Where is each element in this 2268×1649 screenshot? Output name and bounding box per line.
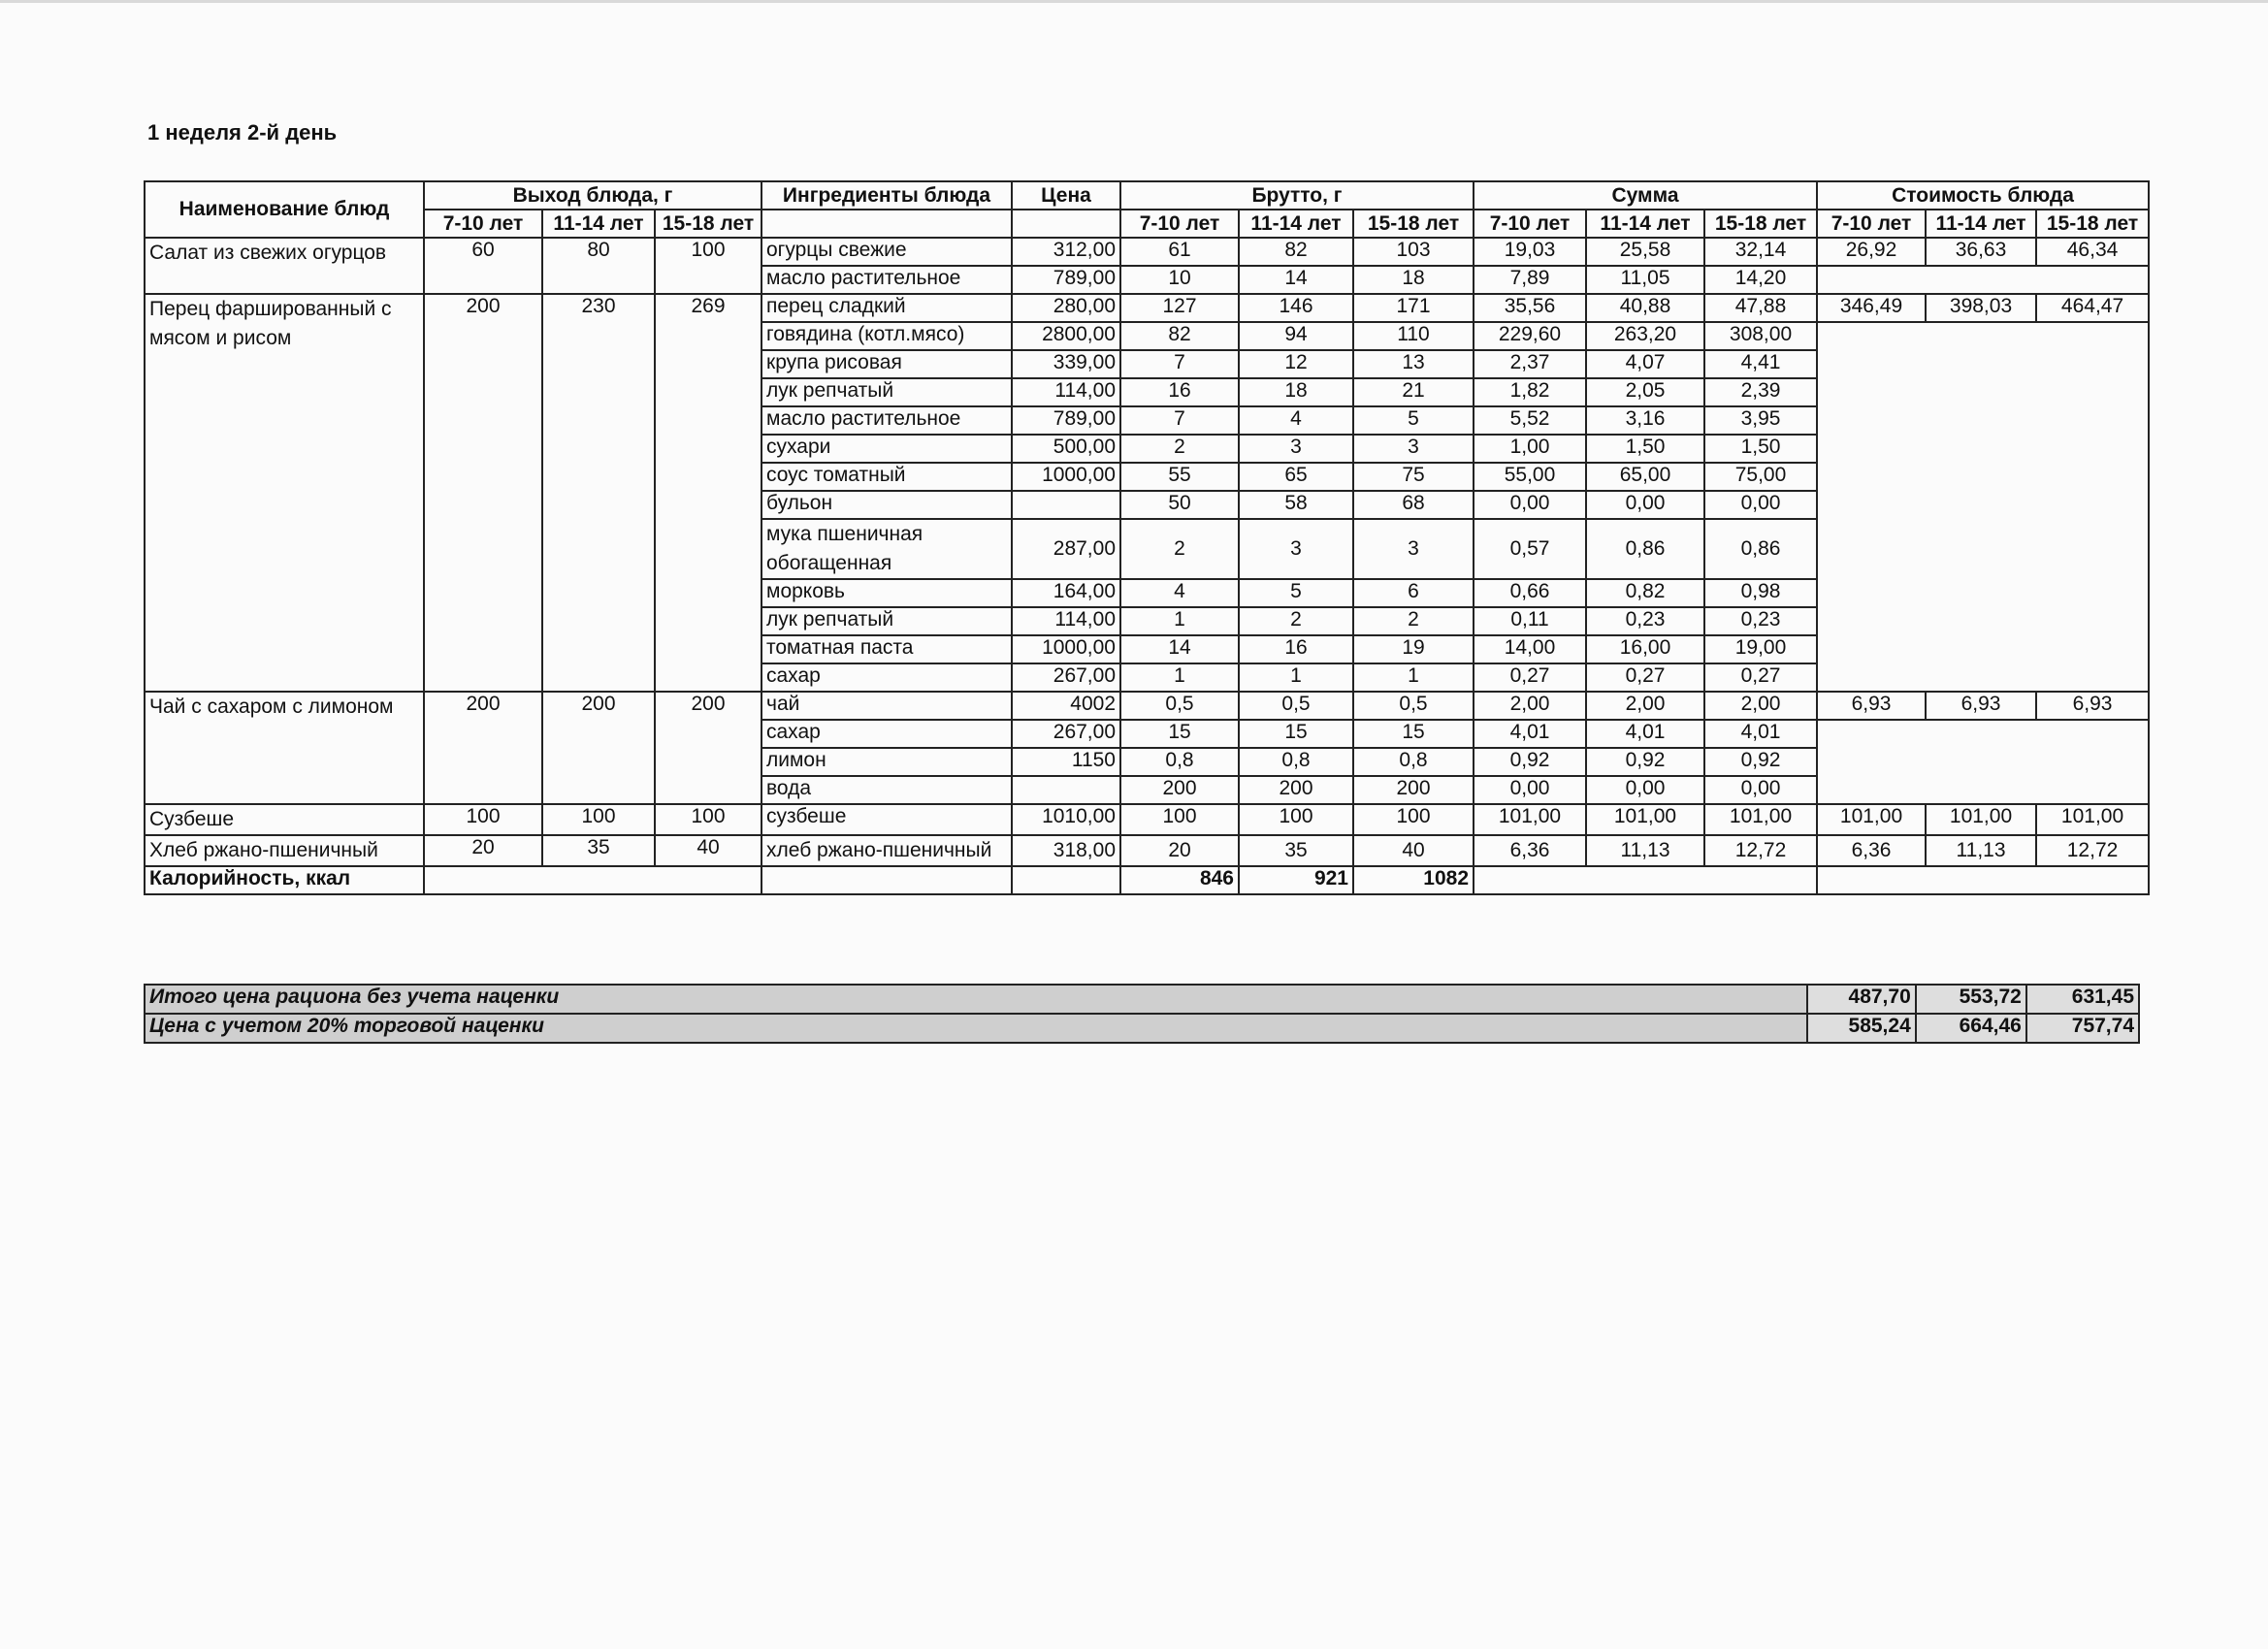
brutto-value: 1 bbox=[1353, 663, 1474, 692]
dish-name: Хлеб ржано-пшеничный bbox=[145, 835, 424, 866]
ingredient-name: крупа рисовая bbox=[761, 350, 1012, 378]
ingredient-name: масло растительное bbox=[761, 266, 1012, 294]
ingredient-name: сухари bbox=[761, 435, 1012, 463]
scan-edge bbox=[0, 0, 2268, 3]
table-row bbox=[145, 238, 2149, 266]
brutto-value: 14 bbox=[1120, 635, 1239, 663]
sum-value: 0,92 bbox=[1474, 748, 1586, 776]
brutto-value: 13 bbox=[1353, 350, 1474, 378]
dish-cost: 36,63 bbox=[1926, 238, 2036, 266]
age-header: 11-14 лет bbox=[542, 210, 655, 238]
total-value: 757,74 bbox=[2026, 1014, 2139, 1043]
dish-output: 200 bbox=[424, 294, 542, 692]
sum-value: 0,00 bbox=[1704, 776, 1817, 804]
brutto-value: 171 bbox=[1353, 294, 1474, 322]
ingredient-name: говядина (котл.мясо) bbox=[761, 322, 1012, 350]
empty-cell bbox=[761, 866, 1012, 894]
dish-output: 230 bbox=[542, 294, 655, 692]
ingredient-name: хлеб ржано-пшеничный bbox=[761, 835, 1012, 866]
dish-output: 80 bbox=[542, 238, 655, 294]
sum-value: 101,00 bbox=[1474, 804, 1586, 835]
brutto-value: 200 bbox=[1239, 776, 1353, 804]
table-row bbox=[145, 804, 2149, 835]
brutto-value: 82 bbox=[1239, 238, 1353, 266]
brutto-value: 5 bbox=[1239, 579, 1353, 607]
sum-value: 14,20 bbox=[1704, 266, 1817, 294]
brutto-value: 10 bbox=[1120, 266, 1239, 294]
brutto-value: 0,8 bbox=[1239, 748, 1353, 776]
age-header: 11-14 лет bbox=[1586, 210, 1704, 238]
ingredient-price: 789,00 bbox=[1012, 406, 1120, 435]
sum-value: 11,13 bbox=[1586, 835, 1704, 866]
dish-output: 100 bbox=[424, 804, 542, 835]
sum-value: 263,20 bbox=[1586, 322, 1704, 350]
brutto-value: 200 bbox=[1120, 776, 1239, 804]
sum-value: 229,60 bbox=[1474, 322, 1586, 350]
sum-value: 55,00 bbox=[1474, 463, 1586, 491]
sum-value: 101,00 bbox=[1586, 804, 1704, 835]
age-header: 7-10 лет bbox=[1120, 210, 1239, 238]
brutto-value: 18 bbox=[1239, 378, 1353, 406]
ingredient-name: бульон bbox=[761, 491, 1012, 519]
sum-value: 4,01 bbox=[1704, 720, 1817, 748]
sum-value: 2,00 bbox=[1586, 692, 1704, 720]
header-ingredients: Ингредиенты блюда bbox=[761, 181, 1012, 210]
ingredient-price: 789,00 bbox=[1012, 266, 1120, 294]
brutto-value: 3 bbox=[1239, 435, 1353, 463]
brutto-value: 1 bbox=[1120, 663, 1239, 692]
sum-value: 2,00 bbox=[1704, 692, 1817, 720]
ingredient-name: сузбеше bbox=[761, 804, 1012, 835]
sum-value: 3,95 bbox=[1704, 406, 1817, 435]
header-output: Выход блюда, г bbox=[424, 181, 761, 210]
header-brutto: Брутто, г bbox=[1120, 181, 1474, 210]
ingredient-name: лук репчатый bbox=[761, 378, 1012, 406]
brutto-value: 75 bbox=[1353, 463, 1474, 491]
calories-label: Калорийность, ккал bbox=[145, 866, 424, 894]
sum-value: 4,01 bbox=[1586, 720, 1704, 748]
brutto-value: 3 bbox=[1353, 435, 1474, 463]
brutto-value: 15 bbox=[1353, 720, 1474, 748]
ingredient-price: 318,00 bbox=[1012, 835, 1120, 866]
dish-output: 20 bbox=[424, 835, 542, 866]
ingredient-name: перец сладкий bbox=[761, 294, 1012, 322]
dish-cost: 6,93 bbox=[1926, 692, 2036, 720]
age-header: 7-10 лет bbox=[1817, 210, 1926, 238]
brutto-value: 100 bbox=[1239, 804, 1353, 835]
brutto-value: 55 bbox=[1120, 463, 1239, 491]
empty-cell bbox=[424, 866, 761, 894]
dish-output: 200 bbox=[424, 692, 542, 804]
calories-value: 921 bbox=[1239, 866, 1353, 894]
sum-value: 0,00 bbox=[1474, 491, 1586, 519]
ingredient-price: 339,00 bbox=[1012, 350, 1120, 378]
sum-value: 101,00 bbox=[1704, 804, 1817, 835]
sum-value: 32,14 bbox=[1704, 238, 1817, 266]
header-dish: Наименование блюд bbox=[145, 181, 424, 238]
sum-value: 12,72 bbox=[1704, 835, 1817, 866]
brutto-value: 2 bbox=[1120, 519, 1239, 579]
brutto-value: 5 bbox=[1353, 406, 1474, 435]
age-header: 7-10 лет bbox=[424, 210, 542, 238]
brutto-value: 3 bbox=[1353, 519, 1474, 579]
page-title: 1 неделя 2-й день bbox=[147, 120, 338, 145]
brutto-value: 4 bbox=[1239, 406, 1353, 435]
table-row bbox=[145, 294, 2149, 322]
ingredient-name: сахар bbox=[761, 720, 1012, 748]
brutto-value: 61 bbox=[1120, 238, 1239, 266]
dish-cost: 101,00 bbox=[1926, 804, 2036, 835]
dish-output: 200 bbox=[655, 692, 761, 804]
brutto-value: 100 bbox=[1353, 804, 1474, 835]
ingredient-price: 267,00 bbox=[1012, 663, 1120, 692]
dish-name: Перец фаршированный с мясом и рисом bbox=[145, 294, 424, 692]
sum-value: 35,56 bbox=[1474, 294, 1586, 322]
dish-cost: 6,93 bbox=[1817, 692, 1926, 720]
calories-value: 846 bbox=[1120, 866, 1239, 894]
sum-value: 5,52 bbox=[1474, 406, 1586, 435]
age-header: 15-18 лет bbox=[1704, 210, 1817, 238]
age-header: 15-18 лет bbox=[2036, 210, 2149, 238]
dish-output: 100 bbox=[655, 804, 761, 835]
ingredient-price bbox=[1012, 491, 1120, 519]
sum-value: 308,00 bbox=[1704, 322, 1817, 350]
sum-value: 0,23 bbox=[1586, 607, 1704, 635]
ingredient-name: вода bbox=[761, 776, 1012, 804]
brutto-value: 18 bbox=[1353, 266, 1474, 294]
brutto-value: 16 bbox=[1239, 635, 1353, 663]
ingredient-price: 500,00 bbox=[1012, 435, 1120, 463]
brutto-value: 0,5 bbox=[1120, 692, 1239, 720]
sum-value: 0,98 bbox=[1704, 579, 1817, 607]
menu-table bbox=[144, 180, 2150, 895]
totals-table bbox=[144, 984, 2140, 1044]
sum-value: 2,05 bbox=[1586, 378, 1704, 406]
total-label: Итого цена рациона без учета наценки bbox=[145, 985, 1807, 1014]
sum-value: 0,92 bbox=[1704, 748, 1817, 776]
dish-cost: 101,00 bbox=[2036, 804, 2149, 835]
sum-value: 0,11 bbox=[1474, 607, 1586, 635]
sum-value: 0,92 bbox=[1586, 748, 1704, 776]
brutto-value: 12 bbox=[1239, 350, 1353, 378]
ingredient-price: 267,00 bbox=[1012, 720, 1120, 748]
brutto-value: 15 bbox=[1120, 720, 1239, 748]
brutto-value: 14 bbox=[1239, 266, 1353, 294]
brutto-value: 1 bbox=[1120, 607, 1239, 635]
ingredient-price: 1000,00 bbox=[1012, 635, 1120, 663]
brutto-value: 103 bbox=[1353, 238, 1474, 266]
sum-value: 1,50 bbox=[1704, 435, 1817, 463]
header-cost: Стоимость блюда bbox=[1817, 181, 2149, 210]
sum-value: 65,00 bbox=[1586, 463, 1704, 491]
ingredient-price: 287,00 bbox=[1012, 519, 1120, 579]
sum-value: 2,37 bbox=[1474, 350, 1586, 378]
brutto-value: 16 bbox=[1120, 378, 1239, 406]
sum-value: 19,00 bbox=[1704, 635, 1817, 663]
sum-value: 0,82 bbox=[1586, 579, 1704, 607]
sum-value: 1,82 bbox=[1474, 378, 1586, 406]
sum-value: 25,58 bbox=[1586, 238, 1704, 266]
brutto-value: 2 bbox=[1120, 435, 1239, 463]
ingredient-price: 114,00 bbox=[1012, 607, 1120, 635]
total-row bbox=[145, 985, 2139, 1014]
ingredient-price: 312,00 bbox=[1012, 238, 1120, 266]
empty-cell bbox=[1817, 866, 2149, 894]
sum-value: 1,50 bbox=[1586, 435, 1704, 463]
brutto-value: 0,8 bbox=[1353, 748, 1474, 776]
dish-output: 60 bbox=[424, 238, 542, 294]
sum-value: 16,00 bbox=[1586, 635, 1704, 663]
dish-cost: 6,36 bbox=[1817, 835, 1926, 866]
brutto-value: 100 bbox=[1120, 804, 1239, 835]
empty-cost-block bbox=[1817, 266, 2149, 294]
sum-value: 14,00 bbox=[1474, 635, 1586, 663]
brutto-value: 1 bbox=[1239, 663, 1353, 692]
total-row bbox=[145, 1014, 2139, 1043]
brutto-value: 7 bbox=[1120, 350, 1239, 378]
brutto-value: 3 bbox=[1239, 519, 1353, 579]
sum-value: 0,00 bbox=[1586, 776, 1704, 804]
empty-cost-block bbox=[1817, 720, 2149, 804]
total-value: 487,70 bbox=[1807, 985, 1916, 1014]
sum-value: 0,23 bbox=[1704, 607, 1817, 635]
brutto-value: 0,8 bbox=[1120, 748, 1239, 776]
sum-value: 0,27 bbox=[1586, 663, 1704, 692]
dish-output: 40 bbox=[655, 835, 761, 866]
brutto-value: 94 bbox=[1239, 322, 1353, 350]
brutto-value: 2 bbox=[1239, 607, 1353, 635]
ingredient-price: 1000,00 bbox=[1012, 463, 1120, 491]
header-price: Цена bbox=[1012, 181, 1120, 210]
dish-output: 100 bbox=[542, 804, 655, 835]
brutto-value: 40 bbox=[1353, 835, 1474, 866]
brutto-value: 58 bbox=[1239, 491, 1353, 519]
sum-value: 0,00 bbox=[1474, 776, 1586, 804]
ingredient-price: 164,00 bbox=[1012, 579, 1120, 607]
brutto-value: 65 bbox=[1239, 463, 1353, 491]
brutto-value: 4 bbox=[1120, 579, 1239, 607]
brutto-value: 6 bbox=[1353, 579, 1474, 607]
dish-output: 35 bbox=[542, 835, 655, 866]
ingredient-name: томатная паста bbox=[761, 635, 1012, 663]
sum-value: 19,03 bbox=[1474, 238, 1586, 266]
sum-value: 11,05 bbox=[1586, 266, 1704, 294]
brutto-value: 68 bbox=[1353, 491, 1474, 519]
dish-cost: 464,47 bbox=[2036, 294, 2149, 322]
sum-value: 2,00 bbox=[1474, 692, 1586, 720]
total-value: 631,45 bbox=[2026, 985, 2139, 1014]
sum-value: 4,01 bbox=[1474, 720, 1586, 748]
ingredient-name: масло растительное bbox=[761, 406, 1012, 435]
header-row-1 bbox=[145, 181, 2149, 210]
empty-cell bbox=[761, 210, 1012, 238]
dish-output: 100 bbox=[655, 238, 761, 294]
sum-value: 0,00 bbox=[1586, 491, 1704, 519]
brutto-value: 7 bbox=[1120, 406, 1239, 435]
sum-value: 0,57 bbox=[1474, 519, 1586, 579]
sum-value: 75,00 bbox=[1704, 463, 1817, 491]
ingredient-price bbox=[1012, 776, 1120, 804]
header-sum: Сумма bbox=[1474, 181, 1817, 210]
header-row-2 bbox=[145, 210, 2149, 238]
total-value: 585,24 bbox=[1807, 1014, 1916, 1043]
sum-value: 4,07 bbox=[1586, 350, 1704, 378]
sum-value: 6,36 bbox=[1474, 835, 1586, 866]
ingredient-name: сахар bbox=[761, 663, 1012, 692]
brutto-value: 110 bbox=[1353, 322, 1474, 350]
brutto-value: 0,5 bbox=[1353, 692, 1474, 720]
ingredient-price: 1010,00 bbox=[1012, 804, 1120, 835]
sum-value: 0,00 bbox=[1704, 491, 1817, 519]
empty-cell bbox=[1474, 866, 1817, 894]
total-value: 553,72 bbox=[1916, 985, 2026, 1014]
dish-name: Чай с сахаром с лимоном bbox=[145, 692, 424, 804]
age-header: 15-18 лет bbox=[1353, 210, 1474, 238]
sum-value: 1,00 bbox=[1474, 435, 1586, 463]
ingredient-price: 280,00 bbox=[1012, 294, 1120, 322]
dish-output: 200 bbox=[542, 692, 655, 804]
calories-row bbox=[145, 866, 2149, 894]
sum-value: 0,66 bbox=[1474, 579, 1586, 607]
dish-cost: 46,34 bbox=[2036, 238, 2149, 266]
age-header: 11-14 лет bbox=[1239, 210, 1353, 238]
sum-value: 0,27 bbox=[1704, 663, 1817, 692]
ingredient-name: лук репчатый bbox=[761, 607, 1012, 635]
dish-cost: 11,13 bbox=[1926, 835, 2036, 866]
age-header: 11-14 лет bbox=[1926, 210, 2036, 238]
empty-cost-block bbox=[1817, 322, 2149, 692]
ingredient-name: огурцы свежие bbox=[761, 238, 1012, 266]
age-header: 15-18 лет bbox=[655, 210, 761, 238]
brutto-value: 82 bbox=[1120, 322, 1239, 350]
dish-name: Салат из свежих огурцов bbox=[145, 238, 424, 294]
sum-value: 3,16 bbox=[1586, 406, 1704, 435]
age-header: 7-10 лет bbox=[1474, 210, 1586, 238]
dish-cost: 346,49 bbox=[1817, 294, 1926, 322]
total-value: 664,46 bbox=[1916, 1014, 2026, 1043]
sum-value: 40,88 bbox=[1586, 294, 1704, 322]
brutto-value: 15 bbox=[1239, 720, 1353, 748]
brutto-value: 0,5 bbox=[1239, 692, 1353, 720]
dish-output: 269 bbox=[655, 294, 761, 692]
dish-cost: 6,93 bbox=[2036, 692, 2149, 720]
table-row bbox=[145, 835, 2149, 866]
sum-value: 47,88 bbox=[1704, 294, 1817, 322]
table-row bbox=[145, 692, 2149, 720]
total-label: Цена с учетом 20% торговой наценки bbox=[145, 1014, 1807, 1043]
ingredient-name: чай bbox=[761, 692, 1012, 720]
empty-cell bbox=[1012, 210, 1120, 238]
brutto-value: 127 bbox=[1120, 294, 1239, 322]
ingredient-name: морковь bbox=[761, 579, 1012, 607]
ingredient-price: 114,00 bbox=[1012, 378, 1120, 406]
brutto-value: 50 bbox=[1120, 491, 1239, 519]
sum-value: 7,89 bbox=[1474, 266, 1586, 294]
sum-value: 0,86 bbox=[1586, 519, 1704, 579]
brutto-value: 35 bbox=[1239, 835, 1353, 866]
calories-value: 1082 bbox=[1353, 866, 1474, 894]
brutto-value: 21 bbox=[1353, 378, 1474, 406]
dish-cost: 12,72 bbox=[2036, 835, 2149, 866]
ingredient-name: лимон bbox=[761, 748, 1012, 776]
dish-name: Сузбеше bbox=[145, 804, 424, 835]
sum-value: 0,86 bbox=[1704, 519, 1817, 579]
brutto-value: 2 bbox=[1353, 607, 1474, 635]
ingredient-name: мука пшеничная обогащенная bbox=[761, 519, 1012, 579]
brutto-value: 200 bbox=[1353, 776, 1474, 804]
ingredient-price: 2800,00 bbox=[1012, 322, 1120, 350]
ingredient-price: 4002 bbox=[1012, 692, 1120, 720]
brutto-value: 146 bbox=[1239, 294, 1353, 322]
dish-cost: 398,03 bbox=[1926, 294, 2036, 322]
ingredient-name: соус томатный bbox=[761, 463, 1012, 491]
ingredient-price: 1150 bbox=[1012, 748, 1120, 776]
sum-value: 4,41 bbox=[1704, 350, 1817, 378]
empty-cell bbox=[1012, 866, 1120, 894]
brutto-value: 19 bbox=[1353, 635, 1474, 663]
brutto-value: 20 bbox=[1120, 835, 1239, 866]
sum-value: 0,27 bbox=[1474, 663, 1586, 692]
sum-value: 2,39 bbox=[1704, 378, 1817, 406]
dish-cost: 101,00 bbox=[1817, 804, 1926, 835]
dish-cost: 26,92 bbox=[1817, 238, 1926, 266]
